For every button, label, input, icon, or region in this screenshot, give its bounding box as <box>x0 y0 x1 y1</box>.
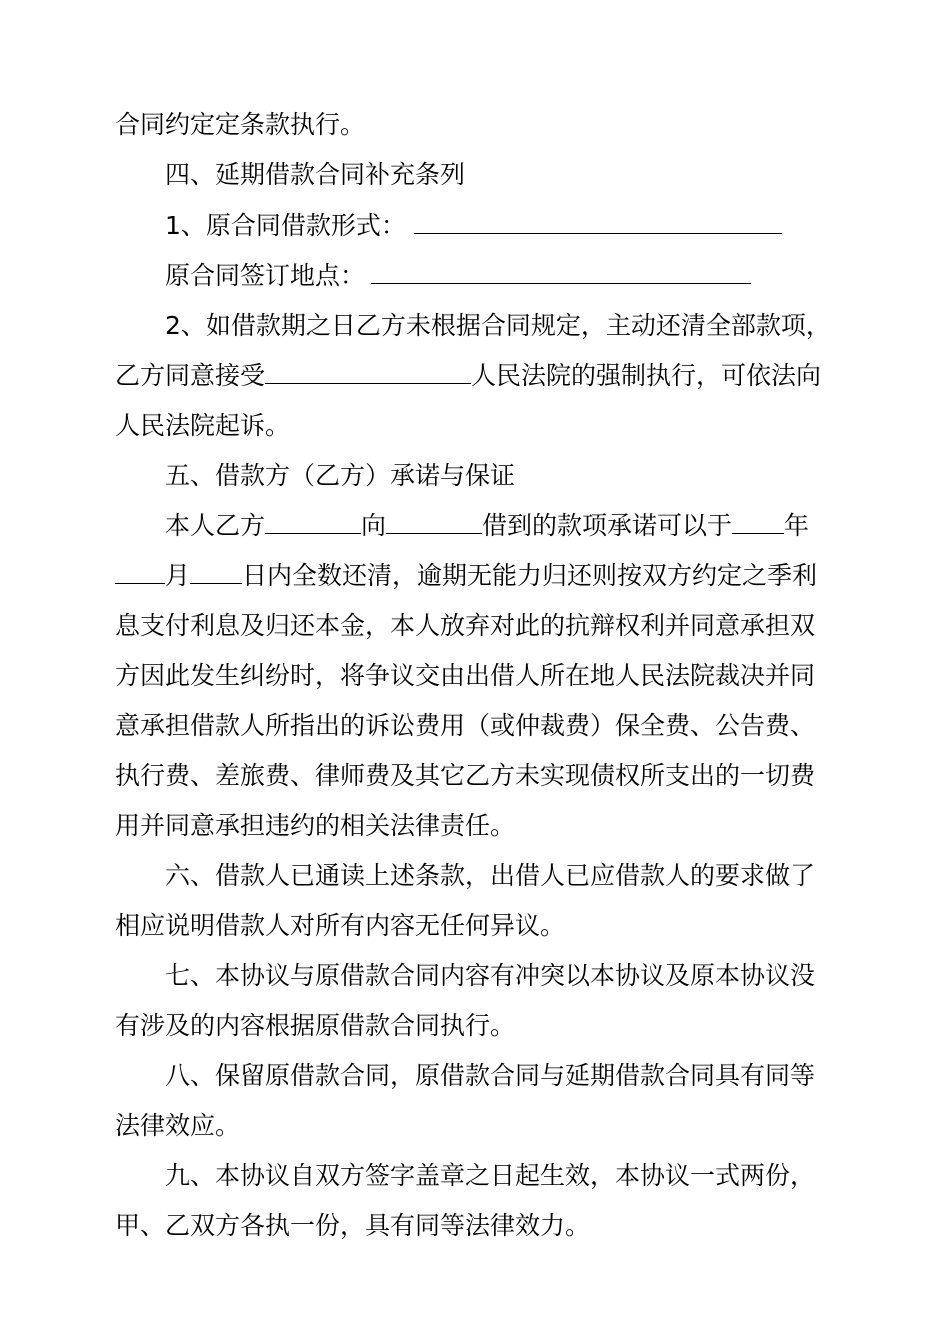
text: 意承担借款人所指出的诉讼费用（或仲裁费）保全费、公告费、 <box>115 711 816 740</box>
text: 月 <box>165 561 191 590</box>
text-line <box>115 656 815 696</box>
fill-blank-court[interactable] <box>265 359 471 384</box>
text-line <box>115 406 290 446</box>
section-heading-5 <box>165 456 515 496</box>
fill-blank-borrower[interactable] <box>265 509 361 534</box>
text: 有涉及的内容根据原借款合同执行。 <box>115 1011 516 1040</box>
fill-blank-lender[interactable] <box>386 509 482 534</box>
text: 日内全数还清，逾期无能力归还则按双方约定之季利 <box>242 561 818 590</box>
text: 人民法院起诉。 <box>115 411 291 440</box>
field-label: 原合同签订地点： <box>165 261 366 290</box>
section-paragraph-9 <box>165 1156 815 1196</box>
fill-blank-sign-place[interactable] <box>371 259 751 284</box>
text-line <box>115 906 565 946</box>
text: 甲、乙双方各执一份，具有同等法律效力。 <box>115 1211 591 1240</box>
text: 乙方同意接受 <box>115 361 266 390</box>
text-line <box>115 1006 515 1046</box>
text-line <box>165 256 751 296</box>
text-line <box>165 506 809 546</box>
text: 人民法院的强制执行，可依法向 <box>471 361 822 390</box>
fill-blank-day[interactable] <box>190 559 242 584</box>
text-line <box>115 556 817 596</box>
text: 九、本协议自双方签字盖章之日起生效，本协议一式两份， <box>165 1161 816 1190</box>
section-paragraph-8 <box>165 1056 815 1096</box>
text: 方因此发生纠纷时，将争议交由出借人所在地人民法院裁决并同 <box>115 661 816 690</box>
text-line <box>115 356 821 396</box>
fill-blank-month[interactable] <box>115 559 165 584</box>
text: 息支付利息及归还本金，本人放弃对此的抗辩权利并同意承担双 <box>115 611 816 640</box>
text: 合同约定定条款执行。 <box>115 110 366 139</box>
text: 执行费、差旅费、律师费及其它乙方未实现债权所支出的一切费 <box>115 761 816 790</box>
fill-blank-loan-form[interactable] <box>414 209 782 234</box>
section-paragraph-7 <box>165 956 815 996</box>
heading-text: 四、延期借款合同补充条列 <box>165 160 466 189</box>
text-line <box>115 806 515 846</box>
text: 向 <box>361 511 387 540</box>
field-label: 1、原合同借款形式： <box>165 211 406 240</box>
text: 用并同意承担违约的相关法律责任。 <box>115 811 516 840</box>
text: 八、保留原借款合同，原借款合同与延期借款合同具有同等 <box>165 1061 816 1090</box>
fill-blank-year[interactable] <box>732 509 784 534</box>
text-line <box>115 756 815 796</box>
text: 本人乙方 <box>165 511 266 540</box>
text-line <box>115 706 815 746</box>
text: 六、借款人已通读上述条款，出借人已应借款人的要求做了 <box>165 861 816 890</box>
text: 借到的款项承诺可以于 <box>482 511 733 540</box>
text-line <box>115 606 815 646</box>
section-paragraph-6 <box>165 856 815 896</box>
text: 年 <box>784 511 810 540</box>
text-line <box>165 206 782 246</box>
text: 七、本协议与原借款合同内容有冲突以本协议及原本协议没 <box>165 961 816 990</box>
text-line <box>115 1106 240 1146</box>
text: 法律效应。 <box>115 1111 241 1140</box>
text-line <box>115 105 365 145</box>
text-line <box>115 1206 590 1246</box>
section-heading-4 <box>165 155 465 195</box>
text: 2、如借款期之日乙方未根据合同规定，主动还清全部款项， <box>165 311 831 340</box>
text: 相应说明借款人对所有内容无任何异议。 <box>115 911 566 940</box>
heading-text: 五、借款方（乙方）承诺与保证 <box>165 461 516 490</box>
text-line <box>165 306 831 346</box>
